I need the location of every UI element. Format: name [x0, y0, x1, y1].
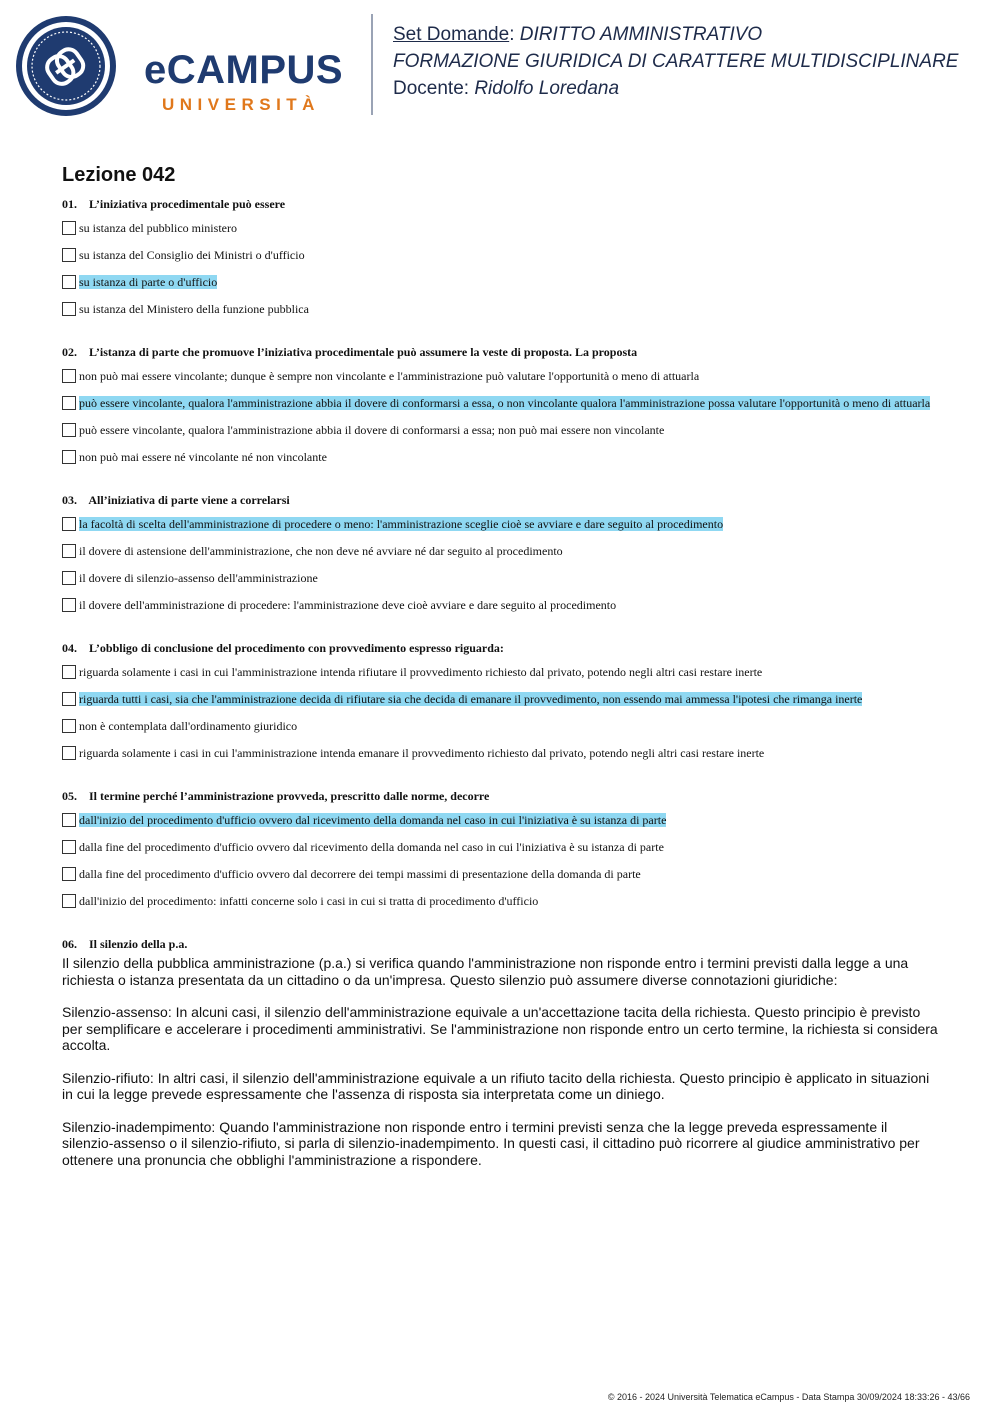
question-number: 02. — [62, 345, 77, 359]
ecampus-logo — [14, 14, 354, 118]
question-number: 05. — [62, 789, 77, 803]
ecampus-emblem-icon — [14, 14, 118, 118]
answer-option-correct — [62, 395, 938, 411]
option-checkbox[interactable] — [62, 396, 76, 410]
answer-option — [62, 718, 938, 734]
logo-subtitle: UNIVERSITÀ — [162, 95, 320, 114]
lesson-title: Lezione 042 — [62, 164, 176, 186]
question-number: 04. — [62, 641, 77, 655]
option-checkbox[interactable] — [62, 571, 76, 585]
header-divider — [371, 14, 373, 115]
option-text: riguarda solamente i casi in cui l'amministrazione intenda rifiutare il provvedimento richiesto dal privato, potendo negli altri casi restare inerte — [79, 665, 763, 679]
question-text — [62, 344, 938, 360]
question-label: L’istanza di parte che promuove l’iniziativa procedimentale può assumere la veste di proposta. La proposta — [89, 345, 638, 359]
question-label: Il silenzio della p.a. — [89, 937, 188, 951]
answer-option — [62, 247, 938, 263]
answer-paragraph: Silenzio-assenso: In alcuni casi, il silenzio dell'amministrazione equivale a un'accettazione tacita della richiesta. Questo principio è previsto per semplificare e accelerare i procedimenti amministrativi. Se l'amministrazione non risponde entro un certo termine, la richiesta si considera accolta. — [62, 1004, 938, 1053]
answer-option-correct — [62, 274, 938, 290]
option-checkbox[interactable] — [62, 867, 76, 881]
option-checkbox[interactable] — [62, 598, 76, 612]
option-checkbox[interactable] — [62, 665, 76, 679]
option-checkbox[interactable] — [62, 840, 76, 854]
answer-option — [62, 449, 938, 465]
subject: DIRITTO AMMINISTRATIVO — [519, 24, 763, 45]
option-text: non è contemplata dall'ordinamento giuridico — [79, 719, 298, 733]
answer-option — [62, 368, 938, 384]
option-text: dalla fine del procedimento d'ufficio ovvero dal decorrere dei tempi massimi di presentazione della domanda di parte — [79, 867, 641, 881]
answer-option-correct — [62, 516, 938, 532]
question-number: 06. — [62, 937, 77, 951]
option-checkbox[interactable] — [62, 423, 76, 437]
question — [62, 344, 938, 465]
question-number: 03. — [62, 493, 77, 507]
answer-option — [62, 745, 938, 761]
answer-option — [62, 301, 938, 317]
answer-option — [62, 422, 938, 438]
option-text: riguarda tutti i casi, sia che l'amministrazione decida di rifiutare sia che decida di emanare il provvedimento, non essendo mai ammessa l'ipotesi che rimanga inerte — [79, 692, 863, 706]
set-label: Set Domande — [393, 24, 510, 45]
answer-text — [62, 955, 938, 1168]
option-checkbox[interactable] — [62, 813, 76, 827]
option-text: il dovere di astensione dell'amministrazione, che non deve né avviare né dar seguito al procedimento — [79, 544, 563, 558]
answer-paragraph: Il silenzio della pubblica amministrazione (p.a.) si verifica quando l'amministrazione non risponde entro i termini previsti dalla legge a una richiesta o istanza presentata da un cittadino o da un'impresa. Questo silenzio può assumere diverse connotazioni giuridiche: — [62, 955, 909, 988]
answer-option — [62, 893, 938, 909]
set-line: Set Domande: DIRITTO AMMINISTRATIVO — [393, 24, 763, 45]
option-text: il dovere dell'amministrazione di procedere: l'amministrazione deve cioè avviare e dare seguito al procedimento — [79, 598, 617, 612]
answer-option — [62, 220, 938, 236]
open-question — [62, 936, 938, 1168]
answer-option — [62, 597, 938, 613]
option-checkbox[interactable] — [62, 692, 76, 706]
question-text — [62, 492, 938, 508]
answer-option — [62, 543, 938, 559]
question — [62, 492, 938, 613]
option-checkbox[interactable] — [62, 544, 76, 558]
answer-option — [62, 839, 938, 855]
option-text: la facoltà di scelta dell'amministrazione di procedere o meno: l'amministrazione sceglie cioè se avviare e dare seguito al procedimento — [79, 517, 724, 531]
question-text — [62, 788, 938, 804]
logo-wordmark: eCAMPUS — [144, 48, 344, 92]
answer-option — [62, 664, 938, 680]
answer-option — [62, 866, 938, 882]
teacher-label: Docente: — [393, 78, 470, 99]
option-checkbox[interactable] — [62, 894, 76, 908]
question — [62, 640, 938, 761]
option-text: il dovere di silenzio-assenso dell'amministrazione — [79, 571, 318, 585]
answer-paragraph: Silenzio-inadempimento: Quando l'amministrazione non risponde entro i termini previsti senza che la legge preveda espressamente il silenzio-assenso o il silenzio-rifiuto, si parla di silenzio-inadempimento. In questi casi, il cittadino può ricorrere al giudice amministrativo per ottenere una pronuncia che obblighi l'amministrazione a rispondere. — [62, 1118, 920, 1168]
option-checkbox[interactable] — [62, 746, 76, 760]
question-label: L’iniziativa procedimentale può essere — [89, 197, 286, 211]
question-number: 01. — [62, 197, 77, 211]
option-text: non può mai essere né vincolante né non vincolante — [79, 450, 327, 464]
option-text: può essere vincolante, qualora l'amministrazione abbia il dovere di conformarsi a essa, o non vincolante qualora l'amministrazione possa valutare l'opportunità o meno di attuarla — [79, 396, 931, 410]
teacher-line — [393, 75, 958, 102]
course-line — [393, 48, 958, 75]
option-checkbox[interactable] — [62, 248, 76, 262]
option-text: su istanza del Ministero della funzione pubblica — [79, 302, 309, 316]
question-text — [62, 640, 938, 656]
answer-paragraph: Silenzio-rifiuto: In altri casi, il silenzio dell'amministrazione equivale a un rifiuto tacito della richiesta. Questo principio è applicato in situazioni in cui la legge prevede espressamente che l'assenza di risposta sia interpretata come un diniego. — [62, 1069, 930, 1102]
option-text: su istanza del pubblico ministero — [79, 221, 237, 235]
question-label: Il termine perché l’amministrazione provveda, prescritto dalle norme, decorre — [89, 789, 490, 803]
question-text — [62, 196, 938, 212]
option-text: dall'inizio del procedimento: infatti concerne solo i casi in cui si tratta di procedimento d'ufficio — [79, 894, 539, 908]
answer-option — [62, 570, 938, 586]
option-checkbox[interactable] — [62, 369, 76, 383]
option-text: non può mai essere vincolante; dunque è sempre non vincolante e l'amministrazione può valutare l'opportunità o meno di attuarla — [79, 369, 700, 383]
option-checkbox[interactable] — [62, 450, 76, 464]
option-text: su istanza del Consiglio dei Ministri o d'ufficio — [79, 248, 305, 262]
option-text: dalla fine del procedimento d'ufficio ovvero dal ricevimento della domanda nel caso in cui l'iniziativa è su istanza di parte — [79, 840, 664, 854]
answer-option-correct — [62, 812, 938, 828]
teacher-name: Ridolfo Loredana — [474, 78, 620, 99]
page-footer: © 2016 - 2024 Università Telematica eCampus - Data Stampa 30/09/2024 18:33:26 - 43/66 — [607, 1392, 970, 1402]
option-checkbox[interactable] — [62, 275, 76, 289]
question-text — [62, 936, 938, 952]
course: FORMAZIONE GIURIDICA DI CARATTERE MULTIDISCIPLINARE — [393, 51, 959, 72]
question-label: All’iniziativa di parte viene a correlarsi — [88, 493, 290, 507]
option-checkbox[interactable] — [62, 302, 76, 316]
question — [62, 788, 938, 909]
question — [62, 196, 938, 317]
option-checkbox[interactable] — [62, 517, 76, 531]
question-list — [62, 196, 938, 1184]
answer-option-correct — [62, 691, 938, 707]
option-text: su istanza di parte o d'ufficio — [79, 275, 218, 289]
question-label: L’obbligo di conclusione del procedimento con provvedimento espresso riguarda: — [89, 641, 504, 655]
option-checkbox[interactable] — [62, 719, 76, 733]
option-text: dall'inizio del procedimento d'ufficio ovvero dal ricevimento della domanda nel caso in cui l'iniziativa è su istanza di parte — [79, 813, 667, 827]
option-text: può essere vincolante, qualora l'amministrazione abbia il dovere di conformarsi a essa; non può mai essere non vincolante — [79, 423, 665, 437]
option-checkbox[interactable] — [62, 221, 76, 235]
option-text: riguarda solamente i casi in cui l'amministrazione intenda emanare il provvedimento richiesto dal privato, potendo negli altri casi restare inerte — [79, 746, 765, 760]
header-info — [393, 21, 958, 102]
